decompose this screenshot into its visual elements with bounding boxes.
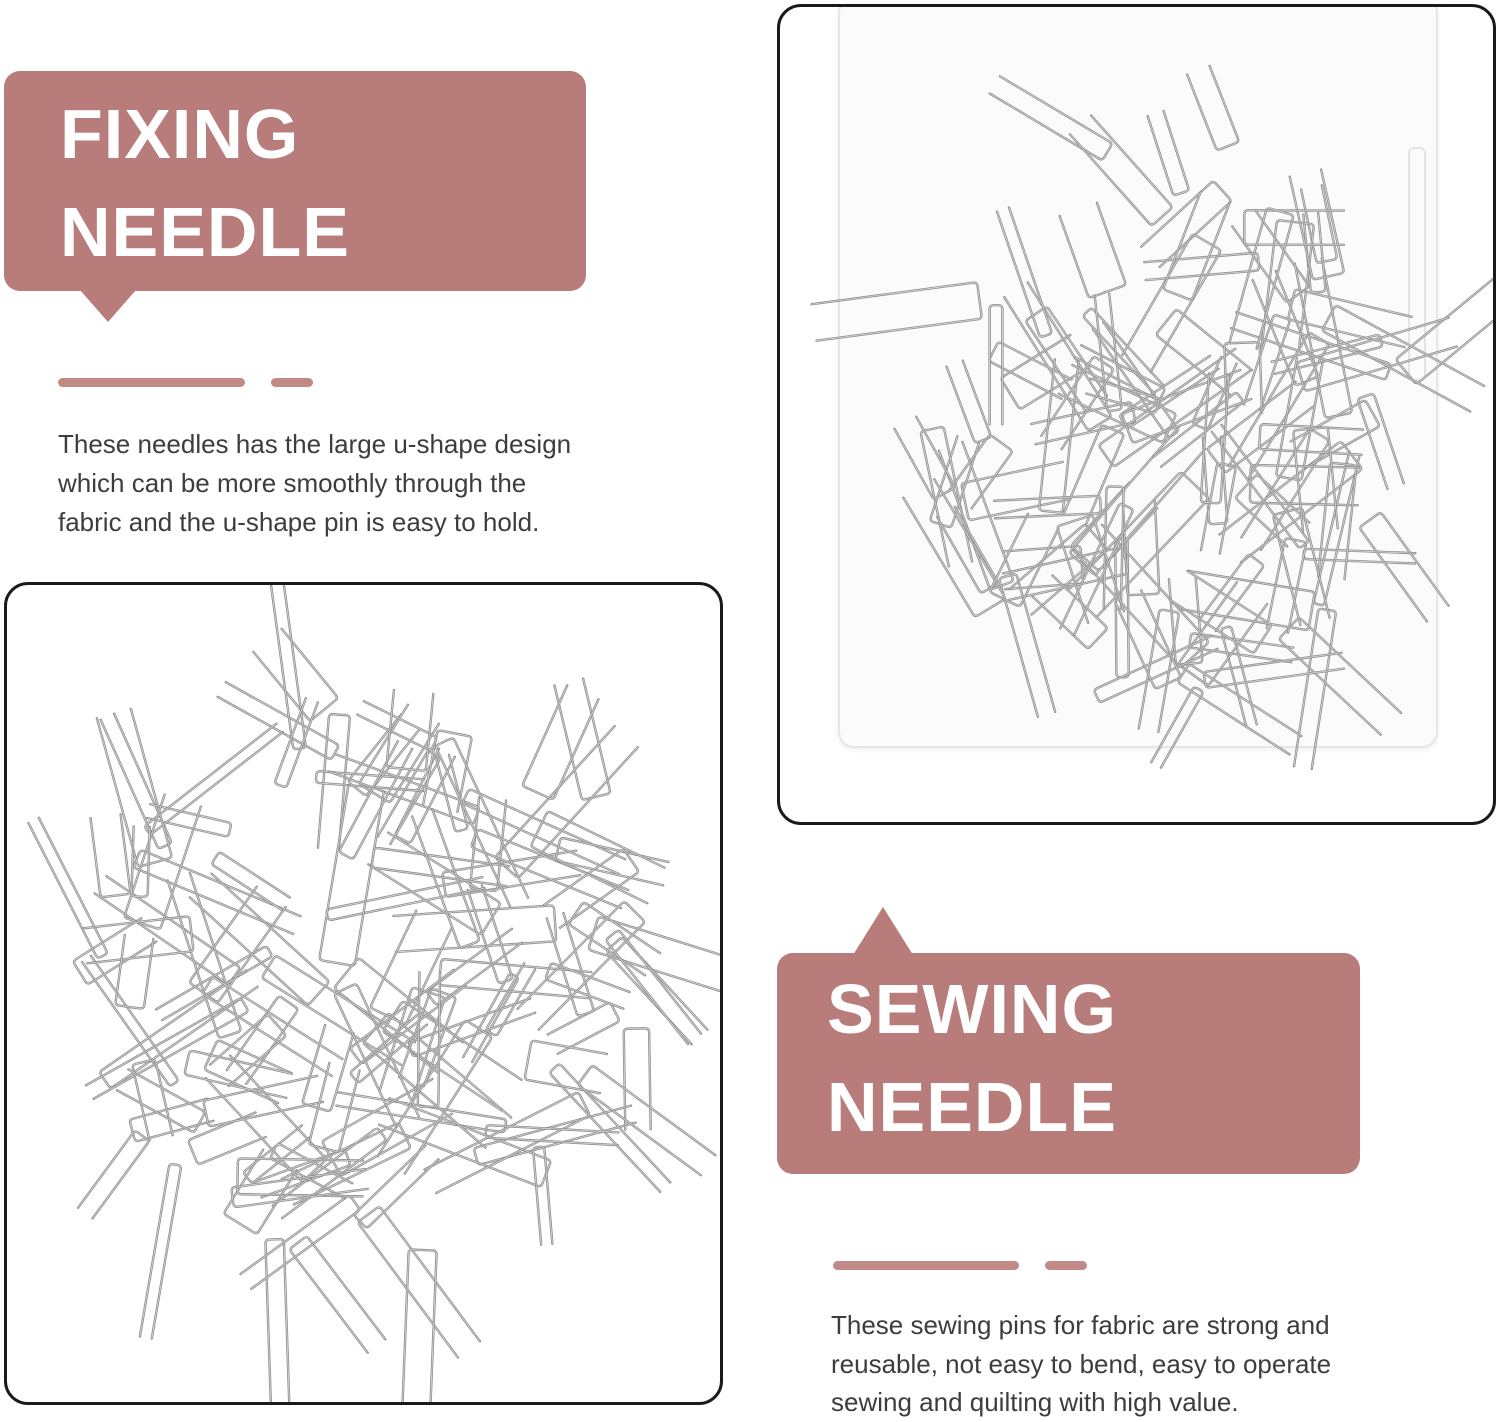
sewing-divider-long [833, 1261, 1019, 1270]
u-pin [994, 496, 1101, 518]
u-pin [1322, 305, 1484, 411]
u-pin [289, 1236, 385, 1353]
u-pin [812, 282, 982, 341]
fixing-description-line: fabric and the u-shape pin is easy to hold. [58, 507, 540, 537]
u-pin [132, 1059, 173, 1140]
fixing-needle-title-line1: FIXING [60, 95, 300, 173]
u-pin [624, 1028, 651, 1129]
u-pin [1060, 203, 1126, 298]
u-pin [522, 685, 598, 799]
sewing-needle-title-line2: NEEDLE [827, 1068, 1117, 1146]
u-pin [211, 852, 290, 910]
u-pin [368, 833, 501, 935]
sewing-description-line: sewing and quilting with high value. [831, 1387, 1239, 1417]
u-pin [91, 814, 131, 897]
u-pin [1070, 116, 1173, 226]
u-pin [990, 514, 1059, 607]
pins-in-box-photo [777, 4, 1496, 825]
u-pin [462, 789, 625, 874]
u-pin [1357, 393, 1403, 488]
sewing-description-line: reusable, not easy to bend, easy to operate [831, 1349, 1332, 1379]
u-pin [1163, 192, 1230, 301]
u-pin [1290, 170, 1344, 280]
u-pin [578, 1065, 716, 1175]
u-pin [140, 1164, 181, 1339]
u-pin [474, 1106, 636, 1165]
u-pin [435, 737, 528, 906]
u-pin [947, 361, 992, 443]
fixing-needle-title-line2: NEEDLE [60, 193, 350, 271]
loose-pins-photo [4, 582, 723, 1405]
u-pin [28, 818, 107, 959]
u-pin [95, 876, 241, 985]
fixing-divider-long [58, 378, 245, 387]
fixing-divider-short [271, 378, 313, 387]
fixing-banner-pointer [80, 290, 136, 322]
u-pin [606, 937, 707, 1044]
u-pin [386, 690, 433, 771]
u-pin [997, 208, 1052, 338]
sewing-divider-short [1045, 1261, 1087, 1270]
u-pin [408, 998, 535, 1056]
u-pin [1187, 66, 1239, 151]
u-pin [97, 709, 172, 867]
pins-pile-boxed [780, 7, 1496, 825]
u-pin [99, 970, 257, 1088]
u-pin [318, 714, 350, 850]
u-pin [218, 682, 339, 760]
sewing-banner-pointer [853, 907, 913, 955]
u-pin [403, 1249, 437, 1404]
u-pin [1291, 400, 1380, 468]
sewing-needle-title-line1: SEWING [827, 970, 1117, 1048]
pins-pile-loose [7, 585, 723, 1405]
sewing-description-line: These sewing pins for fabric are strong and [831, 1310, 1330, 1340]
u-pin [319, 786, 384, 966]
u-pin [1063, 425, 1124, 525]
u-pin [78, 1130, 149, 1218]
u-pin [1148, 111, 1190, 196]
sewing-needle-banner [777, 953, 1360, 1174]
u-pin [336, 1092, 506, 1132]
u-pin [1204, 653, 1344, 688]
u-pin [1359, 512, 1448, 621]
u-pin [442, 851, 580, 897]
u-pin [101, 714, 172, 849]
fixing-needle-banner [4, 71, 586, 291]
fixing-description-line: These needles has the large u-shape design [58, 429, 572, 459]
u-pin [82, 956, 179, 1087]
u-pin [358, 1206, 480, 1358]
fixing-description-line: which can be more smoothly through the [58, 468, 527, 498]
u-pin [184, 1050, 292, 1098]
